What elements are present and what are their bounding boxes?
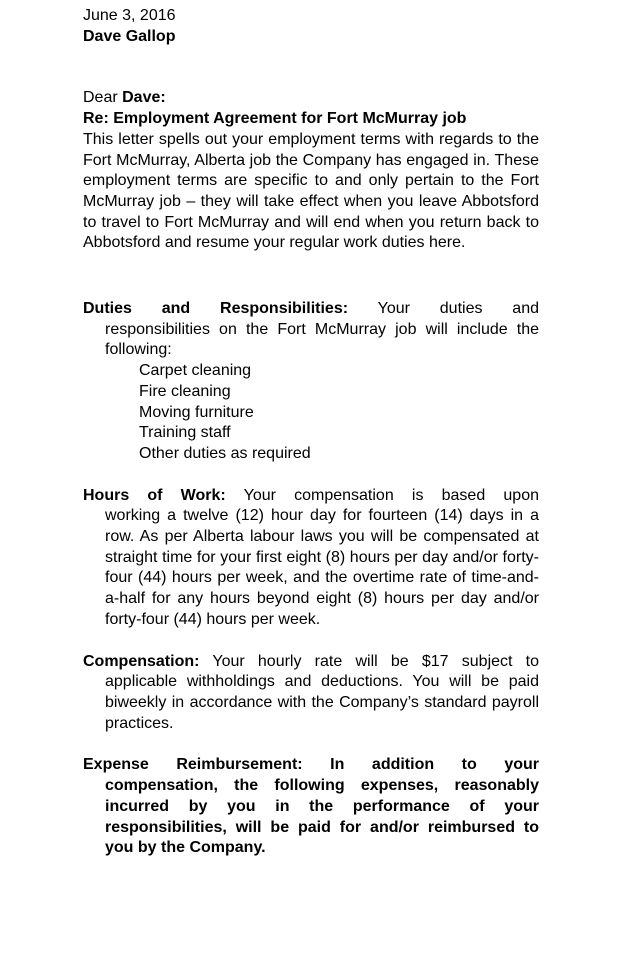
- hours-first-line: [83, 486, 539, 507]
- expense-first-line: [83, 755, 539, 776]
- duty-item: Carpet cleaning: [139, 362, 252, 380]
- duties-lead-rest: responsibilities on the Fort McMurray job will include the following:: [105, 320, 539, 359]
- duty-item: Fire cleaning: [139, 382, 231, 400]
- letter-page: [83, 6, 539, 859]
- duty-item: Training staff: [139, 424, 231, 442]
- duty-item: Other duties as required: [139, 444, 311, 462]
- intro-paragraph: This letter spells out your employment terms with regards to the Fort McMurray, Alberta job the Company has engaged in. These employment terms are specific to and only pertain to the Fort McMurray job – they will take effect when you leave Abbotsford to travel to Fort McMurray and will end when you return back to Abbotsford and resume your regular work duties here.: [83, 130, 539, 252]
- subject-line: Re: Employment Agreement for Fort McMurray job: [83, 110, 467, 128]
- compensation-heading: Compensation:: [83, 652, 200, 670]
- salutation: [83, 88, 539, 109]
- hours-lead-rest: working a twelve (12) hour day for fourteen (14) days in a row. As per Alberta labour laws you will be compensated at straight time for your first eight (8) hours per day and/or forty-four (44) hours per week, and the overtime rate of time-and-a-half for any hours beyond eight (8) hours per day and/or forty-four (44) hours per week.: [105, 507, 539, 628]
- expense-lead-rest: compensation, the following expenses, reasonably incurred by you in the performance of your responsibilities, will be paid for and/or reimbursed to you by the Company.: [105, 777, 539, 857]
- duties-list: [83, 361, 539, 465]
- letter-date: June 3, 2016: [83, 7, 176, 24]
- recipient-name: Dave Gallop: [83, 27, 176, 45]
- duty-item: Moving furniture: [139, 403, 254, 421]
- expense-heading: Expense Reimbursement:: [83, 756, 303, 774]
- salutation-name: Dave:: [122, 89, 166, 107]
- expense-lead-first: In addition to your: [330, 756, 539, 774]
- duties-heading: Duties and Responsibilities:: [83, 300, 349, 318]
- compensation-first-line: [83, 652, 539, 673]
- compensation-lead-rest: applicable withholdings and deductions. You will be paid biweekly in accordance with the Company’s standard payroll practices.: [105, 673, 539, 732]
- duties-first-line: [83, 299, 539, 320]
- hours-lead-first: Your compensation is based upon: [243, 486, 539, 504]
- salutation-prefix: Dear: [83, 89, 123, 107]
- duties-lead-first: Your duties and: [377, 300, 540, 318]
- hours-heading: Hours of Work:: [83, 486, 226, 504]
- compensation-lead-first: Your hourly rate will be $17 subject to: [212, 652, 540, 670]
